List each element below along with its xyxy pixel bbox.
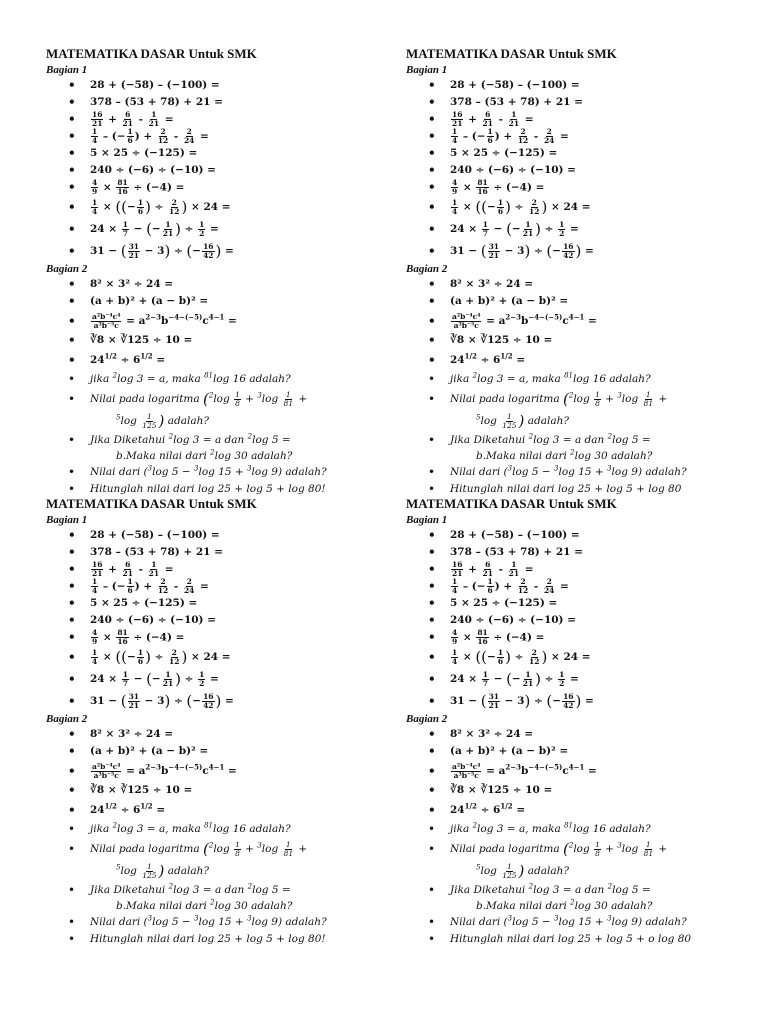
problem-list-part2 (406, 726, 756, 948)
worksheet-block (406, 46, 756, 498)
problem-1-2: • 378 – (53 + 78) + 21 = (428, 94, 756, 111)
problem-2-10: • Hitunglah nilai dari log 25 + log 5 + log 80! (68, 481, 396, 498)
problem-1-3: • $\frac{16}{21}$ + $\frac{6}{21}$ - $\frac{1}{21}$ = (68, 111, 396, 128)
problem-1-2: • 378 – (53 + 78) + 21 = (68, 94, 396, 111)
section-heading-1: Bagian 1 (46, 64, 88, 76)
problem-1-1: • 28 + (−58) – (−100) = (428, 527, 756, 544)
worksheet-title: MATEMATIKA DASAR Untuk SMK (46, 46, 257, 61)
problem-2-3: • $\frac{\text{a²b⁻⁴c⁴}}{\text{a³b⁻⁵c}}$ = $a^{2-3}b^{-4-(-5)}c^{4-1}$ = (428, 760, 756, 782)
problem-2-1: • 8² × 3² ÷ 24 = (428, 276, 756, 293)
problem-2-2: • (a + b)² + (a − b)² = (68, 743, 396, 760)
problem-2-7: • Nilai pada logaritma ($^2$log $\frac{1}{8}$ + $^3$log $\frac{1}{81}$ + (68, 838, 396, 860)
problem-2-4: • ∛8 × ∛125 ÷ 10 = (68, 332, 396, 349)
problem-1-9: • 24 × $\frac{1}{7}$ − (− $\frac{1}{21}$ ) ÷ $\frac{1}{2}$ = (428, 668, 756, 690)
problem-1-10: • 31 − ( $\frac{31}{21}$ − 3) ÷ (− $\frac{16}{42}$ ) = (428, 240, 756, 262)
section-heading-2: Bagian 2 (46, 713, 88, 725)
problem-2-7-continued: $^5$log $\frac{1}{125}$ ) adalah? (116, 411, 210, 430)
problem-2-4: • ∛8 × ∛125 ÷ 10 = (68, 782, 396, 799)
problem-2-1: • 8² × 3² ÷ 24 = (68, 276, 396, 293)
problem-2-5: • $24^{1/2} \div 6^{1/2}$ = (68, 799, 396, 821)
problem-2-8-continued: b.Maka nilai dari $^2$log 30 adalah? (116, 448, 293, 462)
problem-2-8: • Jika Diketahui $^2$log 3 = a dan $^2$log 5 = (68, 432, 396, 449)
problem-list-part2 (406, 276, 756, 498)
problem-list-part2 (46, 276, 396, 498)
problem-2-6: • jika $^2$log 3 = a, maka $^{81}$log 16 adalah? (68, 821, 396, 838)
problem-1-10: • 31 − ( $\frac{31}{21}$ − 3) ÷ (− $\frac{16}{42}$ ) = (68, 240, 396, 262)
problem-1-5: • 5 × 25 ÷ (−125) = (428, 145, 756, 162)
problem-2-9: • Nilai dari ($^3$log 5 − $^3$log 15 + $^3$log 9) adalah? (428, 464, 756, 481)
problem-1-1: • 28 + (−58) – (−100) = (428, 77, 756, 94)
problem-1-2: • 378 – (53 + 78) + 21 = (428, 544, 756, 561)
problem-list-part1 (406, 77, 756, 262)
problem-2-7-continued: $^5$log $\frac{1}{125}$ ) adalah? (116, 861, 210, 880)
problem-2-9: • Nilai dari ($^3$log 5 − $^3$log 15 + $^3$log 9) adalah? (428, 914, 756, 931)
problem-2-5: • $24^{1/2} \div 6^{1/2}$ = (68, 349, 396, 371)
section-heading-2: Bagian 2 (46, 263, 88, 275)
problem-2-8: • Jika Diketahui $^2$log 3 = a dan $^2$log 5 = (428, 882, 756, 899)
problem-1-7: • $\frac{4}{9}$ × $\frac{81}{16}$ ÷ (−4) = (68, 179, 396, 196)
problem-list-part1 (406, 527, 756, 712)
problem-2-7: • Nilai pada logaritma ($^2$log $\frac{1}{8}$ + $^3$log $\frac{1}{81}$ + (428, 838, 756, 860)
section-heading-2: Bagian 2 (406, 713, 448, 725)
problem-2-9: • Nilai dari ($^3$log 5 − $^3$log 15 + $^3$log 9) adalah? (68, 464, 396, 481)
problem-2-5: • $24^{1/2} \div 6^{1/2}$ = (428, 349, 756, 371)
problem-1-10: • 31 − ( $\frac{31}{21}$ − 3) ÷ (− $\frac{16}{42}$ ) = (68, 690, 396, 712)
problem-2-8-continued: b.Maka nilai dari $^2$log 30 adalah? (116, 898, 293, 912)
problem-1-5: • 5 × 25 ÷ (−125) = (68, 145, 396, 162)
section-heading-1: Bagian 1 (406, 64, 448, 76)
problem-1-7: • $\frac{4}{9}$ × $\frac{81}{16}$ ÷ (−4) = (428, 629, 756, 646)
problem-1-2: • 378 – (53 + 78) + 21 = (68, 544, 396, 561)
worksheet-title: MATEMATIKA DASAR Untuk SMK (46, 496, 257, 511)
problem-2-1: • 8² × 3² ÷ 24 = (68, 726, 396, 743)
problem-1-9: • 24 × $\frac{1}{7}$ − (− $\frac{1}{21}$ ) ÷ $\frac{1}{2}$ = (428, 218, 756, 240)
problem-2-1: • 8² × 3² ÷ 24 = (428, 726, 756, 743)
problem-2-4: • ∛8 × ∛125 ÷ 10 = (428, 782, 756, 799)
section-heading-1: Bagian 1 (406, 514, 448, 526)
section-heading-2: Bagian 2 (406, 263, 448, 275)
problem-1-8: • $\frac{1}{4}$ × ((− $\frac{1}{6}$ ) ÷ $\frac{2}{12}$ ) × 24 = (428, 646, 756, 668)
problem-1-10: • 31 − ( $\frac{31}{21}$ − 3) ÷ (− $\frac{16}{42}$ ) = (428, 690, 756, 712)
problem-1-6: • 240 ÷ (−6) ÷ (−10) = (68, 612, 396, 629)
problem-2-2: • (a + b)² + (a − b)² = (428, 293, 756, 310)
worksheet-block (46, 46, 396, 498)
worksheet-title: MATEMATIKA DASAR Untuk SMK (406, 46, 617, 61)
problem-1-7: • $\frac{4}{9}$ × $\frac{81}{16}$ ÷ (−4) = (428, 179, 756, 196)
problem-2-8-continued: b.Maka nilai dari $^2$log 30 adalah? (476, 448, 653, 462)
problem-2-7: • Nilai pada logaritma ($^2$log $\frac{1}{8}$ + $^3$log $\frac{1}{81}$ + (68, 388, 396, 410)
problem-1-5: • 5 × 25 ÷ (−125) = (428, 595, 756, 612)
problem-2-6: • jika $^2$log 3 = a, maka $^{81}$log 16 adalah? (428, 371, 756, 388)
problem-2-3: • $\frac{\text{a²b⁻⁴c⁴}}{\text{a³b⁻⁵c}}$ = $a^{2-3}b^{-4-(-5)}c^{4-1}$ = (68, 760, 396, 782)
problem-1-4: • $\frac{1}{4}$ – (− $\frac{1}{6}$ ) + $\frac{2}{12}$ - $\frac{2}{24}$ = (68, 578, 396, 595)
problem-1-9: • 24 × $\frac{1}{7}$ − (− $\frac{1}{21}$ ) ÷ $\frac{1}{2}$ = (68, 218, 396, 240)
problem-2-5: • $24^{1/2} \div 6^{1/2}$ = (428, 799, 756, 821)
problem-1-6: • 240 ÷ (−6) ÷ (−10) = (68, 162, 396, 179)
section-heading-1: Bagian 1 (46, 514, 88, 526)
problem-1-8: • $\frac{1}{4}$ × ((− $\frac{1}{6}$ ) ÷ $\frac{2}{12}$ ) × 24 = (68, 196, 396, 218)
problem-1-3: • $\frac{16}{21}$ + $\frac{6}{21}$ - $\frac{1}{21}$ = (68, 561, 396, 578)
problem-1-1: • 28 + (−58) – (−100) = (68, 77, 396, 94)
problem-1-8: • $\frac{1}{4}$ × ((− $\frac{1}{6}$ ) ÷ $\frac{2}{12}$ ) × 24 = (68, 646, 396, 668)
problem-1-5: • 5 × 25 ÷ (−125) = (68, 595, 396, 612)
problem-2-6: • jika $^2$log 3 = a, maka $^{81}$log 16 adalah? (428, 821, 756, 838)
problem-2-2: • (a + b)² + (a − b)² = (428, 743, 756, 760)
problem-1-3: • $\frac{16}{21}$ + $\frac{6}{21}$ - $\frac{1}{21}$ = (428, 561, 756, 578)
problem-2-9: • Nilai dari ($^3$log 5 − $^3$log 15 + $^3$log 9) adalah? (68, 914, 396, 931)
problem-2-7-continued: $^5$log $\frac{1}{125}$ ) adalah? (476, 861, 570, 880)
problem-2-4: • ∛8 × ∛125 ÷ 10 = (428, 332, 756, 349)
problem-list-part2 (46, 726, 396, 948)
problem-2-7: • Nilai pada logaritma ($^2$log $\frac{1}{8}$ + $^3$log $\frac{1}{81}$ + (428, 388, 756, 410)
problem-list-part1 (46, 527, 396, 712)
problem-1-7: • $\frac{4}{9}$ × $\frac{81}{16}$ ÷ (−4) = (68, 629, 396, 646)
worksheet-block (406, 496, 756, 948)
problem-2-8: • Jika Diketahui $^2$log 3 = a dan $^2$log 5 = (68, 882, 396, 899)
problem-1-4: • $\frac{1}{4}$ – (− $\frac{1}{6}$ ) + $\frac{2}{12}$ - $\frac{2}{24}$ = (68, 128, 396, 145)
problem-1-1: • 28 + (−58) – (−100) = (68, 527, 396, 544)
problem-2-2: • (a + b)² + (a − b)² = (68, 293, 396, 310)
problem-1-4: • $\frac{1}{4}$ – (− $\frac{1}{6}$ ) + $\frac{2}{12}$ - $\frac{2}{24}$ = (428, 128, 756, 145)
problem-2-3: • $\frac{\text{a²b⁻⁴c⁴}}{\text{a³b⁻⁵c}}$ = $a^{2-3}b^{-4-(-5)}c^{4-1}$ = (428, 310, 756, 332)
problem-1-4: • $\frac{1}{4}$ – (− $\frac{1}{6}$ ) + $\frac{2}{12}$ - $\frac{2}{24}$ = (428, 578, 756, 595)
problem-1-9: • 24 × $\frac{1}{7}$ − (− $\frac{1}{21}$ ) ÷ $\frac{1}{2}$ = (68, 668, 396, 690)
problem-2-10: • Hitunglah nilai dari log 25 + log 5 + log 80! (68, 931, 396, 948)
problem-2-3: • $\frac{\text{a²b⁻⁴c⁴}}{\text{a³b⁻⁵c}}$ = $a^{2-3}b^{-4-(-5)}c^{4-1}$ = (68, 310, 396, 332)
problem-2-7-continued: $^5$log $\frac{1}{125}$ ) adalah? (476, 411, 570, 430)
problem-2-8-continued: b.Maka nilai dari $^2$log 30 adalah? (476, 898, 653, 912)
worksheet-block (46, 496, 396, 948)
problem-2-10: • Hitunglah nilai dari log 25 + log 5 + log 80 (428, 481, 756, 498)
problem-list-part1 (46, 77, 396, 262)
problem-2-6: • jika $^2$log 3 = a, maka $^{81}$log 16 adalah? (68, 371, 396, 388)
problem-2-10: • Hitunglah nilai dari log 25 + log 5 + o log 80 (428, 931, 756, 948)
problem-1-6: • 240 ÷ (−6) ÷ (−10) = (428, 162, 756, 179)
worksheet-title: MATEMATIKA DASAR Untuk SMK (406, 496, 617, 511)
problem-1-3: • $\frac{16}{21}$ + $\frac{6}{21}$ - $\frac{1}{21}$ = (428, 111, 756, 128)
problem-1-6: • 240 ÷ (−6) ÷ (−10) = (428, 612, 756, 629)
problem-2-8: • Jika Diketahui $^2$log 3 = a dan $^2$log 5 = (428, 432, 756, 449)
problem-1-8: • $\frac{1}{4}$ × ((− $\frac{1}{6}$ ) ÷ $\frac{2}{12}$ ) × 24 = (428, 196, 756, 218)
